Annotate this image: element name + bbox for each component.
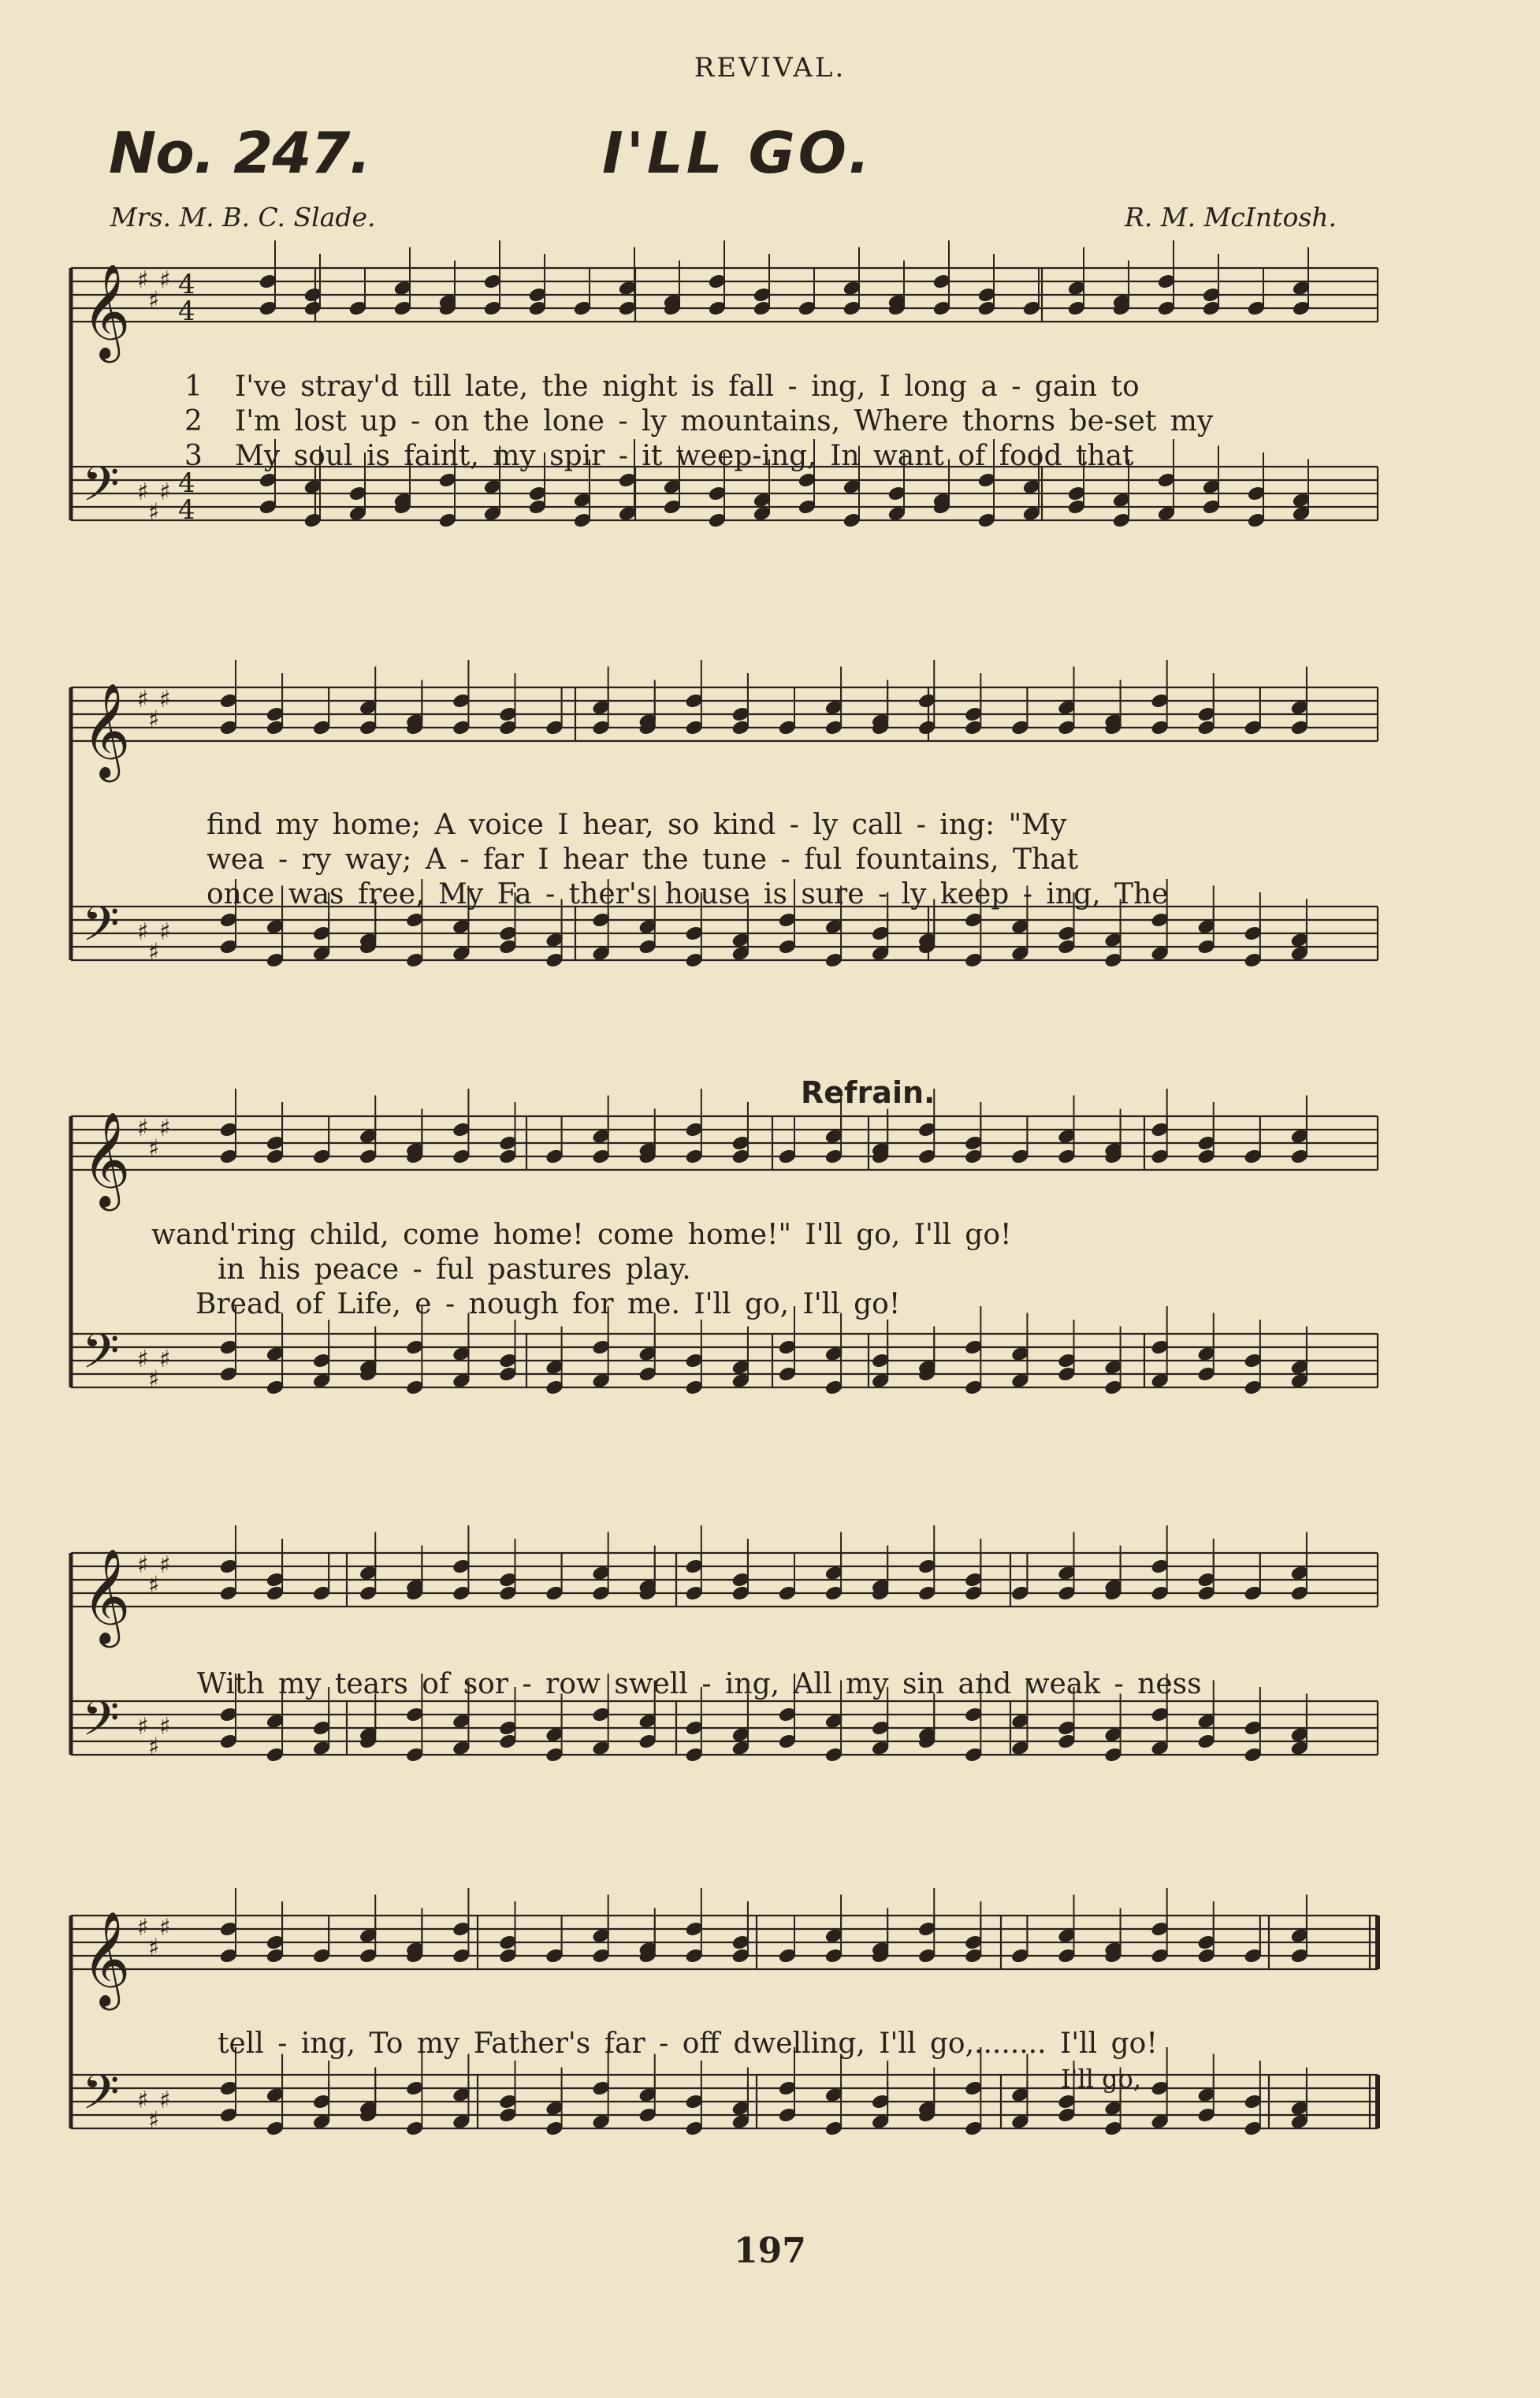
- lyric-line-s3-v3: Bread of Life, e - nough for me. I'll go, I'll go!: [195, 1288, 901, 1320]
- clef-glyph: ♯: [159, 2087, 171, 2114]
- running-head: REVIVAL.: [694, 52, 846, 84]
- clef-glyph: ♯: [148, 706, 160, 734]
- lyric-line-s3-v1: wand'ring child, come home! come home!" I'll go, I'll go!: [151, 1219, 1012, 1251]
- clef-glyph: 𝄢: [82, 1691, 120, 1759]
- clef-glyph: 𝄞: [82, 1111, 131, 1207]
- clef-glyph: ♯: [137, 1914, 149, 1942]
- clef-glyph: ♯: [148, 1733, 160, 1761]
- hymn-number: No. 247.: [109, 120, 370, 186]
- clef-glyph: ♯: [148, 2106, 160, 2135]
- clef-glyph: ♯: [137, 918, 149, 946]
- clef-glyph: 4: [178, 494, 195, 526]
- lyric-line-s4: With my tears of sor - row swell - ing, All my sin and weak - ness: [197, 1668, 1202, 1700]
- clef-glyph: ♯: [159, 1346, 171, 1373]
- clef-glyph: 𝄞: [82, 263, 131, 359]
- clef-glyph: ♯: [148, 1934, 160, 1962]
- clef-glyph: 𝄞: [82, 1547, 131, 1644]
- clef-glyph: 𝄢: [82, 2065, 120, 2132]
- clef-glyph: ♯: [137, 2087, 149, 2114]
- clef-glyph: ♯: [148, 286, 160, 315]
- verse-number-1: 1: [184, 370, 203, 403]
- clef-glyph: ♯: [148, 938, 160, 966]
- clef-glyph: 𝄢: [82, 456, 120, 524]
- clef-glyph: ♯: [159, 266, 171, 294]
- lyric-line-s1-v1: I've stray'd till late, the night is fall - ing, I long a - gain to: [235, 370, 1140, 403]
- composer-credit: R. M. McIntosh.: [1125, 202, 1337, 233]
- verse-number-3: 3: [184, 440, 203, 472]
- clef-glyph: ♯: [148, 1571, 160, 1599]
- lyric-line-s5: tell - ing, To my Father's far - off dwelling, I'll go,........ I'll go!: [218, 2028, 1158, 2060]
- clef-glyph: ♯: [159, 1713, 171, 1741]
- lyric-line-s2-v3: once was free, My Fa - ther's house is sure - ly keep - ing, The: [206, 878, 1169, 910]
- clef-glyph: 𝄢: [82, 1324, 120, 1391]
- refrain-label: Refrain.: [801, 1075, 936, 1110]
- clef-glyph: 𝄞: [82, 682, 131, 778]
- verse-number-2: 2: [184, 405, 203, 438]
- bass-voice-note: I'll go,: [1061, 2064, 1141, 2094]
- clef-glyph: ♯: [159, 478, 171, 506]
- clef-glyph: ♯: [137, 686, 149, 713]
- clef-glyph: ♯: [148, 1365, 160, 1394]
- lyric-line-s2-v1: find my home; A voice I hear, so kind - ly call - ing: "My: [206, 809, 1067, 841]
- clef-glyph: ♯: [137, 1115, 149, 1142]
- clef-glyph: ♯: [159, 1551, 171, 1579]
- clef-glyph: ♯: [159, 1115, 171, 1142]
- clef-glyph: ♯: [148, 1134, 160, 1163]
- clef-glyph: ♯: [148, 498, 160, 527]
- clef-glyph: 𝄢: [82, 896, 120, 964]
- hymn-title: I'LL GO.: [602, 120, 873, 186]
- lyric-line-s2-v2: wea - ry way; A - far I hear the tune - ful fountains, That: [206, 843, 1079, 876]
- clef-glyph: ♯: [137, 1713, 149, 1741]
- page-number: 197: [734, 2231, 806, 2271]
- clef-glyph: 4: [178, 467, 195, 499]
- clef-glyph: ♯: [137, 478, 149, 506]
- clef-glyph: ♯: [159, 1914, 171, 1942]
- lyric-line-s1-v2: I'm lost up - on the lone - ly mountains, Where thorns be-set my: [235, 405, 1214, 438]
- author-credit: Mrs. M. B. C. Slade.: [110, 202, 376, 233]
- lyric-line-s1-v3: My soul is faint, my spir - it weep-ing, In want of food that: [235, 440, 1134, 472]
- clef-glyph: 4: [178, 296, 195, 327]
- clef-glyph: 𝄞: [82, 1910, 131, 2006]
- clef-glyph: ♯: [137, 1551, 149, 1579]
- clef-glyph: 4: [178, 269, 195, 300]
- clef-glyph: ♯: [137, 266, 149, 294]
- lyric-line-s3-v2: in his peace - ful pastures play.: [218, 1253, 691, 1286]
- clef-glyph: ♯: [159, 918, 171, 946]
- clef-glyph: ♯: [137, 1346, 149, 1373]
- clef-glyph: ♯: [159, 686, 171, 713]
